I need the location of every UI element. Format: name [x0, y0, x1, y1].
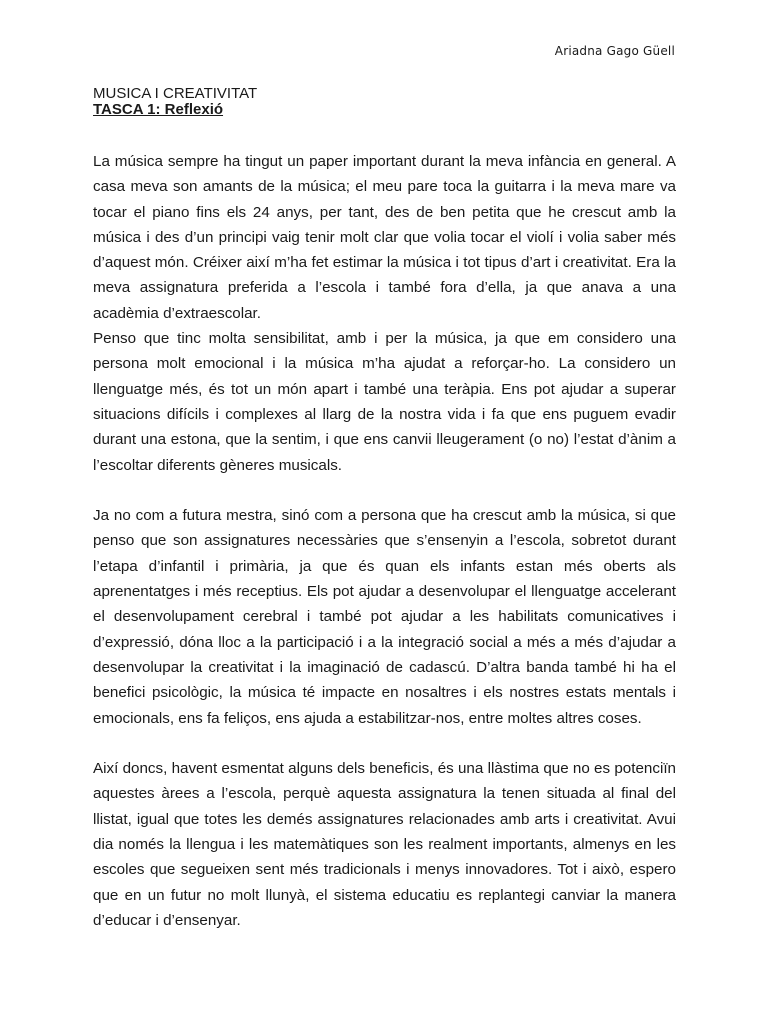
document-body	[93, 149, 676, 933]
paragraph-2: Penso que tinc molta sensibilitat, amb i per la música, ja que em considero una persona molt emocional i la música m’ha ajudat a reforçar-ho. La considero un llenguatge més, és tot un món apart i també una teràpia. Ens pot ajudar a superar situacions difícils i complexes al llarg de la nostra vida i fa que ens puguem evadir durant una estona, que la sentim, i que ens canvii lleugerament (o no) l’estat d’ànim a l’escoltar diferents gèneres musicals.	[93, 330, 676, 474]
author-name: Ariadna Gago Güell	[554, 44, 675, 58]
paragraph-3: Ja no com a futura mestra, sinó com a persona que ha crescut amb la música, si que penso que son assignatures necessàries que s’ensenyin a l’escola, sobretot durant l’etapa d’infantil i primària, ja que és quan els infants estan més oberts als aprenentatges i més receptius. Els pot ajudar a desenvolupar el llenguatge accelerant el desenvolupament cerebral i també pot ajudar a les habilitats comunicatives i d’expressió, dóna lloc a la participació i a la integració social a més a més d’ajudar a desenvolupar la creativitat i la imaginació de cadascú. D’altra banda també hi ha el benefici psicològic, la música té impacte en nosaltres i els nostres estats mentals i emocionals, ens fa feliços, ens ajuda a estabilitzar-nos, entre moltes altres coses.	[93, 507, 676, 727]
document-title: MUSICA I CREATIVITAT	[93, 85, 258, 102]
document-heading	[93, 86, 676, 118]
paragraph-4: Així doncs, havent esmentat alguns dels beneficis, és una llàstima que no es potenciïn aquestes àrees a l’escola, perquè aquesta assignatura la tenen situada al final del llistat, igual que totes les demés assignatures relacionades amb arts i creativitat. Avui dia només la llengua i les matemàtiques son les realment importants, almenys en les escoles que segueixen sent més tradicionals i menys innovadores. Tot i això, espero que en un futur no molt llunyà, el sistema educatiu es replantegi canviar la manera d’educar i d’ensenyar.	[93, 760, 676, 929]
document-subtitle: TASCA 1: Reflexió	[93, 101, 224, 118]
paragraph-spacer	[93, 731, 676, 756]
paragraph-spacer	[93, 478, 676, 503]
paragraph-1: La música sempre ha tingut un paper important durant la meva infància en general. A casa meva son amants de la música; el meu pare toca la guitarra i la meva mare va tocar el piano fins els 24 anys, per tant, des de ben petita que he crescut amb la música i des d’un principi vaig tenir molt clar que volia tocar el violí i volia saber més d’aquest món. Créixer així m’ha fet estimar la música i tot tipus d’art i creativitat. Era la meva assignatura preferida a l’escola i també fora d’ella, ja que anava a una acadèmia d’extraescolar.	[93, 153, 676, 322]
